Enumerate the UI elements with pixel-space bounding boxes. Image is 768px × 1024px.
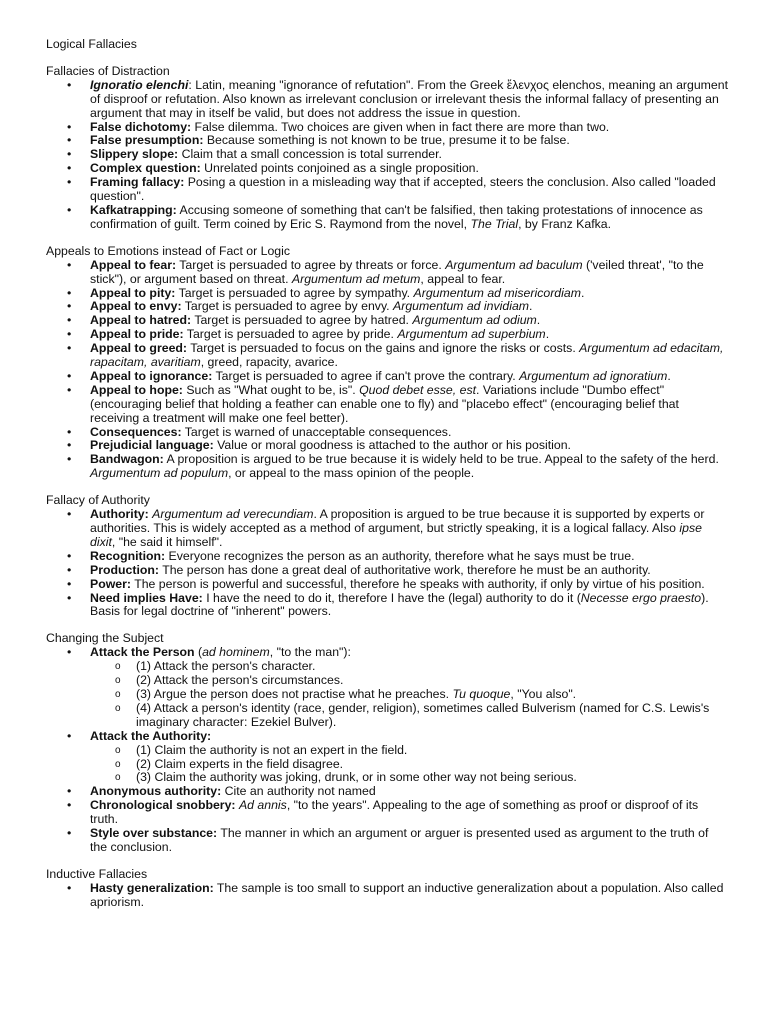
text-run: Target is persuaded to agree by pride.	[183, 327, 398, 342]
fallacy-name: Bandwagon:	[90, 452, 164, 467]
fallacy-name: False presumption:	[90, 133, 204, 148]
text-run: (2) Attack the person's circumstances.	[136, 673, 344, 688]
section	[46, 245, 728, 481]
section-heading: Fallacies of Distraction	[46, 63, 170, 78]
list-item	[46, 453, 728, 481]
section	[46, 868, 728, 910]
list-item	[46, 287, 728, 301]
list-item	[46, 730, 728, 786]
bullet-list	[46, 259, 728, 482]
text-run: Claim that a small concession is total surrender.	[178, 147, 442, 162]
text-run: Target is persuaded to agree by sympathy.	[175, 285, 414, 300]
text-run: Accusing someone of something that can't be falsified, then taking protestations of innocence as confirmation of guilt. Term coined by Eric S. Raymond from the novel,	[90, 202, 703, 231]
text-run: The sample is too small to support an inductive generalization about a population. Also called apriorism.	[90, 880, 724, 909]
text-run: , appeal to fear.	[420, 271, 506, 286]
italic-term: Necesse ergo praesto	[580, 590, 702, 605]
fallacy-name: Power:	[90, 576, 131, 591]
text-run: Target is persuaded to agree by envy.	[181, 299, 394, 314]
text-run: .	[536, 313, 541, 328]
fallacy-name: Appeal to pity:	[90, 285, 176, 300]
text-run: Such as "What ought to be, is".	[182, 382, 360, 397]
italic-term: Argumentum ad populum	[90, 466, 229, 481]
text-run: Unrelated points conjoined as a single proposition.	[200, 161, 479, 176]
fallacy-name: Slippery slope:	[90, 147, 179, 162]
fallacy-name: Consequences:	[90, 424, 182, 439]
list-item	[46, 300, 728, 314]
text-run: (4) Attack a person's identity (race, gender, religion), sometimes called Bulverism (named for C.S. Lewis's imaginary character: Ezekiel Bulver).	[136, 700, 710, 729]
list-item	[46, 578, 728, 592]
sub-list-item	[90, 660, 728, 674]
sub-list	[90, 660, 728, 730]
list-item	[46, 328, 728, 342]
text-run: Target is persuaded to focus on the gains and ignore the risks or costs.	[187, 341, 580, 356]
fallacy-name: Appeal to fear:	[90, 257, 177, 272]
text-run: .	[529, 299, 533, 314]
sub-list-item	[90, 702, 728, 730]
text-run: The person has done a great deal of authoritative work, therefore he must be an authority.	[159, 562, 651, 577]
list-item	[46, 342, 728, 370]
text-run: (1) Claim the authority is not an expert in the field.	[136, 742, 408, 757]
list-item	[46, 646, 728, 729]
list-item	[46, 134, 728, 148]
fallacy-name: Kafkatrapping:	[90, 202, 177, 217]
text-run: The person is powerful and successful, therefore he speaks with authority, if only by virtue of his position.	[131, 576, 705, 591]
fallacy-name: Style over substance:	[90, 826, 218, 841]
list-item	[46, 785, 728, 799]
sections-container	[46, 65, 728, 910]
section-heading: Appeals to Emotions instead of Fact or Logic	[46, 243, 291, 258]
list-item	[46, 799, 728, 827]
text-run: .	[580, 285, 585, 300]
text-run: ). Basis for legal doctrine of "inherent" powers.	[90, 590, 709, 619]
list-item	[46, 384, 728, 426]
sub-list	[90, 744, 728, 786]
italic-term: Argumentum ad superbium	[397, 327, 546, 342]
bullet-list	[46, 79, 728, 232]
fallacy-name: Attack the Person	[90, 645, 195, 660]
section-heading: Inductive Fallacies	[46, 866, 148, 881]
italic-term: Argumentum ad ignoratium	[519, 368, 668, 383]
fallacy-name: Appeal to envy:	[90, 299, 182, 314]
sub-list-item	[90, 771, 728, 785]
section-heading: Changing the Subject	[46, 631, 164, 646]
text-run: Target is persuaded to agree by threats or force.	[176, 257, 446, 272]
fallacy-name: Chronological snobbery:	[90, 798, 236, 813]
list-item	[46, 176, 728, 204]
fallacy-name: Appeal to ignorance:	[90, 368, 213, 383]
list-item	[46, 204, 728, 232]
text-run: Because something is not known to be true, presume it to be false.	[203, 133, 570, 148]
fallacy-name: Anonymous authority:	[90, 784, 222, 799]
text-run: .	[545, 327, 550, 342]
text-run: Everyone recognizes the person as an authority, therefore what he says must be true.	[165, 548, 635, 563]
text-run: (1) Attack the person's character.	[136, 659, 316, 674]
text-run: , by Franz Kafka.	[518, 216, 612, 231]
list-item	[46, 121, 728, 135]
italic-term: ipse dixit	[90, 521, 702, 549]
fallacy-name: Prejudicial language:	[90, 438, 214, 453]
italic-term: Argumentum ad metum	[291, 271, 421, 286]
text-run: Posing a question in a misleading way that if accepted, steers the conclusion. Also called "loaded question".	[90, 175, 716, 204]
list-item	[46, 882, 728, 910]
text-run: , greed, rapacity, avarice.	[200, 355, 338, 370]
section-heading: Fallacy of Authority	[46, 493, 150, 508]
section	[46, 494, 728, 619]
sub-list-item	[90, 688, 728, 702]
text-run: , or appeal to the mass opinion of the people.	[228, 466, 475, 481]
text-run: Target is persuaded to agree if can't prove the contrary.	[212, 368, 520, 383]
list-item	[46, 148, 728, 162]
text-run: (2) Claim experts in the field disagree.	[136, 756, 344, 771]
fallacy-name: Hasty generalization:	[90, 880, 214, 895]
text-run: , "to the years". Appealing to the age of something as proof or disproof of its truth.	[90, 798, 699, 827]
text-run: : Latin, meaning "ignorance of refutation". From the Greek ἔλενχος elenchos, meaning an argument of disproof or refutation. Also known as irrelevant conclusion or irrelevant thesis the informal fallacy of presenting an argument that may in itself be valid, but does not address the issue in question.	[90, 77, 729, 120]
text-run: . A proposition is argued to be true because it is supported by experts or authorities. This is widely accepted as a method of argument, but strictly speaking, it is a logical fallacy. Also	[90, 507, 705, 535]
fallacy-name: Need implies Have:	[90, 590, 203, 605]
fallacy-name: Attack the Authority:	[90, 728, 212, 743]
italic-term: Argumentum ad misericordiam	[413, 285, 581, 300]
italic-term: Argumentum ad edacitam, rapacitam, avaritiam	[90, 341, 724, 370]
italic-term: ad hominem	[202, 645, 270, 660]
list-item	[46, 162, 728, 176]
text-run: Cite an authority not named	[221, 784, 376, 799]
list-item	[46, 370, 728, 384]
italic-term: Argumentum ad invidiam	[393, 299, 530, 314]
list-item	[46, 314, 728, 328]
fallacy-name: Recognition:	[90, 548, 166, 563]
text-run: . Variations include "Dumbo effect" (encouraging belief that holding a feather can enable one to fly) and "placebo effect" (encouraging belief that receiving a treatment will make one feel better).	[90, 382, 679, 425]
sub-list-item	[90, 758, 728, 772]
text-run: Target is persuaded to agree by hatred.	[191, 313, 413, 328]
italic-term: Ad annis	[238, 798, 287, 813]
fallacy-name: Complex question:	[90, 161, 201, 176]
bullet-list	[46, 646, 728, 855]
text-run: , "You also".	[510, 686, 577, 701]
fallacy-name: Framing fallacy:	[90, 175, 185, 190]
text-run: The manner in which an argument or arguer is presented used as argument to the truth of the conclusion.	[90, 826, 709, 854]
list-item	[46, 508, 728, 550]
section	[46, 65, 728, 232]
document-title: Logical Fallacies	[46, 37, 137, 51]
fallacy-name: Authority:	[90, 507, 149, 522]
italic-term: Tu quoque	[452, 686, 511, 701]
fallacy-name: Appeal to pride:	[90, 327, 184, 342]
italic-term: Argumentum ad verecundiam	[152, 507, 314, 522]
text-run: False dilemma. Two choices are given when in fact there are more than two.	[191, 119, 610, 134]
text-run: , "he said it himself".	[111, 534, 223, 549]
text-run: Target is warned of unacceptable consequences.	[181, 424, 452, 439]
fallacy-name: Appeal to hope:	[90, 382, 183, 397]
italic-term: Quod debet esse, est	[359, 382, 477, 397]
text-run: A proposition is argued to be true because it is widely held to be true. Appeal to the safety of the herd.	[163, 452, 719, 467]
text-run: .	[667, 368, 671, 383]
text-run: (	[194, 645, 203, 660]
list-item	[46, 550, 728, 564]
text-run: (3) Argue the person does not practise what he preaches.	[136, 686, 453, 701]
text-run: I have the need to do it, therefore I have the (legal) authority to do it (	[202, 590, 581, 605]
sub-list-item	[90, 744, 728, 758]
bullet-list	[46, 882, 728, 910]
fallacy-name: Appeal to hatred:	[90, 313, 192, 328]
text-run: (3) Claim the authority was joking, drunk, or in some other way not being serious.	[136, 770, 577, 785]
italic-term: Argumentum ad odium	[412, 313, 537, 328]
italic-term: Argumentum ad baculum	[445, 257, 583, 272]
fallacy-name: Production:	[90, 562, 159, 577]
list-item	[46, 426, 728, 440]
text-run: , "to the man"):	[269, 645, 351, 660]
bullet-list	[46, 508, 728, 619]
list-item	[46, 439, 728, 453]
list-item	[46, 79, 728, 121]
list-item	[46, 259, 728, 287]
section	[46, 632, 728, 855]
text-run: Value or moral goodness is attached to the author or his position.	[213, 438, 571, 453]
sub-list-item	[90, 674, 728, 688]
fallacy-name: Ignoratio elenchi	[90, 77, 189, 92]
list-item	[46, 827, 728, 855]
fallacy-name: Appeal to greed:	[90, 341, 188, 356]
list-item	[46, 592, 728, 620]
fallacy-name: False dichotomy:	[90, 119, 192, 134]
list-item	[46, 564, 728, 578]
text-run: ('veiled threat', "to the stick"), or argument based on threat.	[90, 257, 704, 286]
italic-term: The Trial	[470, 216, 519, 231]
